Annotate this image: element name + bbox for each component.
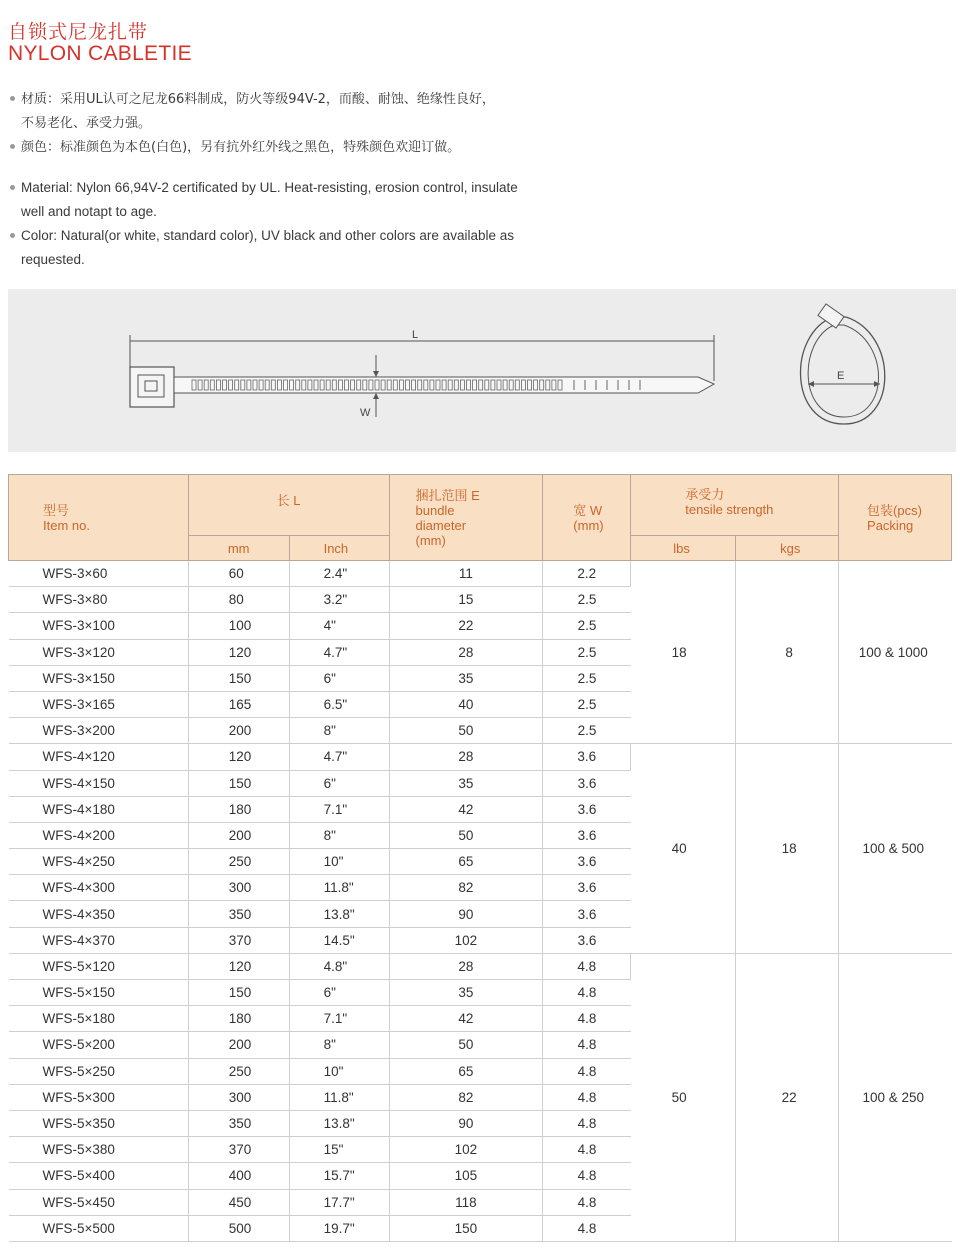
cell-width: 4.8 (543, 1215, 631, 1241)
cell-width: 4.8 (543, 1110, 631, 1136)
cell-length-mm: 60 (188, 561, 289, 587)
description-text: Color: Natural(or white, standard color), UV black and other colors are available as (21, 228, 514, 243)
cell-kgs: 18 (736, 744, 839, 954)
cell-length-inch: 2.4" (289, 561, 389, 587)
cell-length-inch: 10" (289, 849, 389, 875)
cell-length-mm: 165 (188, 691, 289, 717)
cell-item-no: WFS-4×150 (9, 770, 189, 796)
cell-bundle-diameter: 42 (389, 796, 543, 822)
cell-width: 2.5 (543, 587, 631, 613)
description-text: 颜色：标准颜色为本色(白色)，另有抗外红外线之黑色，特殊颜色欢迎订做。 (21, 140, 461, 155)
cell-length-inch: 13.8" (289, 1110, 389, 1136)
cell-length-mm: 250 (188, 1058, 289, 1084)
table-row (9, 744, 952, 770)
cell-length-mm: 150 (188, 770, 289, 796)
cell-width: 3.6 (543, 927, 631, 953)
cell-bundle-diameter: 105 (389, 1163, 543, 1189)
cell-width: 3.6 (543, 744, 631, 770)
cell-length-inch: 15" (289, 1137, 389, 1163)
diameter-label: E (837, 370, 845, 382)
cell-bundle-diameter: 90 (389, 1110, 543, 1136)
cell-length-mm: 100 (188, 613, 289, 639)
cell-item-no: WFS-5×300 (9, 1084, 189, 1110)
cell-length-inch: 14.5" (289, 927, 389, 953)
bullet-icon (10, 144, 15, 149)
cell-bundle-diameter: 150 (389, 1215, 543, 1241)
table-row (9, 561, 952, 587)
cell-bundle-diameter: 50 (389, 1032, 543, 1058)
cell-item-no: WFS-3×200 (9, 718, 189, 744)
description-text: 不易老化、承受力强。 (21, 116, 152, 131)
cable-tie-loop-head (818, 304, 844, 328)
header-length-inch: Inch (289, 536, 389, 561)
cell-length-inch: 4.7" (289, 744, 389, 770)
cell-width: 4.8 (543, 1163, 631, 1189)
cell-item-no: WFS-5×400 (9, 1163, 189, 1189)
cell-length-mm: 450 (188, 1189, 289, 1215)
cell-lbs: 50 (631, 953, 736, 1241)
cell-packing: 100 & 500 (839, 744, 952, 954)
cell-length-mm: 180 (188, 1006, 289, 1032)
cell-width: 2.5 (543, 718, 631, 744)
cell-packing: 100 & 1000 (839, 561, 952, 744)
table-row (9, 953, 952, 979)
header-kgs: kgs (736, 536, 839, 561)
cell-bundle-diameter: 35 (389, 980, 543, 1006)
header-packing: 包装(pcs) Packing (839, 475, 952, 561)
cell-item-no: WFS-3×60 (9, 561, 189, 587)
cell-bundle-diameter: 50 (389, 718, 543, 744)
cell-length-inch: 11.8" (289, 1084, 389, 1110)
cell-length-inch: 7.1" (289, 796, 389, 822)
bullet-icon (10, 233, 15, 238)
length-label: L (412, 329, 419, 341)
width-arrowhead-bottom (373, 393, 379, 399)
cell-item-no: WFS-5×350 (9, 1110, 189, 1136)
description-en (8, 176, 568, 272)
cell-length-inch: 19.7" (289, 1215, 389, 1241)
cell-length-mm: 120 (188, 639, 289, 665)
cell-width: 3.6 (543, 822, 631, 848)
cell-width: 3.6 (543, 875, 631, 901)
cell-width: 4.8 (543, 953, 631, 979)
header-bundle-diameter: 捆扎范围 E bundle diameter (mm) (389, 475, 543, 561)
header-lbs: lbs (631, 536, 736, 561)
cell-item-no: WFS-4×250 (9, 849, 189, 875)
header-tensile-strength: 承受力 tensile strength (631, 475, 839, 536)
cell-item-no: WFS-4×300 (9, 875, 189, 901)
cell-item-no: WFS-3×150 (9, 665, 189, 691)
cell-item-no: WFS-4×120 (9, 744, 189, 770)
cell-item-no: WFS-5×120 (9, 953, 189, 979)
cell-item-no: WFS-4×180 (9, 796, 189, 822)
cell-bundle-diameter: 22 (389, 613, 543, 639)
cell-length-inch: 4.8" (289, 953, 389, 979)
description-line (8, 176, 568, 200)
cell-length-inch: 4" (289, 613, 389, 639)
cell-item-no: WFS-3×120 (9, 639, 189, 665)
cell-item-no: WFS-4×200 (9, 822, 189, 848)
cell-length-inch: 17.7" (289, 1189, 389, 1215)
cell-length-inch: 15.7" (289, 1163, 389, 1189)
cell-width: 3.6 (543, 901, 631, 927)
cell-bundle-diameter: 28 (389, 744, 543, 770)
cable-tie-head (130, 367, 174, 407)
diameter-arrow-right (874, 381, 880, 387)
cell-width: 4.8 (543, 1137, 631, 1163)
cell-width: 4.8 (543, 1058, 631, 1084)
bullet-icon (10, 96, 15, 101)
cell-bundle-diameter: 50 (389, 822, 543, 848)
cell-bundle-diameter: 90 (389, 901, 543, 927)
cell-length-inch: 7.1" (289, 1006, 389, 1032)
cell-length-inch: 6" (289, 980, 389, 1006)
cell-bundle-diameter: 65 (389, 849, 543, 875)
cell-length-inch: 3.2" (289, 587, 389, 613)
cell-length-inch: 8" (289, 718, 389, 744)
cell-item-no: WFS-3×165 (9, 691, 189, 717)
cell-length-mm: 150 (188, 665, 289, 691)
description-text: requested. (21, 252, 85, 267)
cell-width: 4.8 (543, 1189, 631, 1215)
cell-item-no: WFS-5×200 (9, 1032, 189, 1058)
cell-width: 2.5 (543, 613, 631, 639)
cell-length-mm: 150 (188, 980, 289, 1006)
header-length-mm: mm (188, 536, 289, 561)
cell-item-no: WFS-4×350 (9, 901, 189, 927)
description-cn (8, 88, 568, 160)
description-text: 材质：采用UL认可之尼龙66料制成，防火等级94V-2，而酸、耐蚀、绝缘性良好， (21, 92, 495, 107)
cell-bundle-diameter: 11 (389, 561, 543, 587)
cell-bundle-diameter: 118 (389, 1189, 543, 1215)
header-length: 长 L (188, 475, 389, 536)
cell-width: 3.6 (543, 849, 631, 875)
cell-length-mm: 200 (188, 822, 289, 848)
description-text: well and notapt to age. (21, 204, 157, 219)
cable-tie-drawing (8, 289, 956, 452)
description-line (8, 200, 568, 224)
cell-width: 3.6 (543, 796, 631, 822)
page-title-en: NYLON CABLETIE (8, 42, 192, 65)
cell-item-no: WFS-5×450 (9, 1189, 189, 1215)
cell-bundle-diameter: 15 (389, 587, 543, 613)
cell-length-mm: 500 (188, 1215, 289, 1241)
header-item-no: 型号 Item no. (9, 475, 189, 561)
cell-length-mm: 350 (188, 1110, 289, 1136)
cell-bundle-diameter: 35 (389, 770, 543, 796)
cell-item-no: WFS-5×150 (9, 980, 189, 1006)
cell-length-mm: 250 (188, 849, 289, 875)
cell-length-mm: 350 (188, 901, 289, 927)
cell-lbs: 18 (631, 561, 736, 744)
cell-length-mm: 200 (188, 1032, 289, 1058)
cell-item-no: WFS-5×250 (9, 1058, 189, 1084)
cell-width: 4.8 (543, 980, 631, 1006)
cell-bundle-diameter: 65 (389, 1058, 543, 1084)
cell-item-no: WFS-5×500 (9, 1215, 189, 1241)
cell-kgs: 8 (736, 561, 839, 744)
cell-length-inch: 4.7" (289, 639, 389, 665)
cell-length-inch: 13.8" (289, 901, 389, 927)
cell-length-inch: 11.8" (289, 875, 389, 901)
cell-length-inch: 6" (289, 770, 389, 796)
cell-length-mm: 120 (188, 953, 289, 979)
cell-length-mm: 300 (188, 875, 289, 901)
cable-tie-diagram (8, 289, 956, 452)
cell-bundle-diameter: 82 (389, 1084, 543, 1110)
cell-item-no: WFS-3×100 (9, 613, 189, 639)
cell-packing: 100 & 250 (839, 953, 952, 1241)
cell-bundle-diameter: 102 (389, 927, 543, 953)
cell-width: 2.5 (543, 691, 631, 717)
cell-width: 4.8 (543, 1032, 631, 1058)
page-title-cn: 自锁式尼龙扎带 (8, 21, 149, 43)
description-line (8, 224, 568, 248)
cell-length-mm: 370 (188, 1137, 289, 1163)
cell-bundle-diameter: 102 (389, 1137, 543, 1163)
cell-width: 2.2 (543, 561, 631, 587)
cell-length-mm: 370 (188, 927, 289, 953)
cable-tie-strap (174, 377, 714, 393)
cell-length-mm: 80 (188, 587, 289, 613)
cell-length-mm: 300 (188, 1084, 289, 1110)
spec-table (8, 474, 952, 1242)
cell-bundle-diameter: 28 (389, 953, 543, 979)
cell-length-inch: 8" (289, 1032, 389, 1058)
cell-bundle-diameter: 35 (389, 665, 543, 691)
cell-item-no: WFS-3×80 (9, 587, 189, 613)
cell-length-inch: 6" (289, 665, 389, 691)
cell-item-no: WFS-5×380 (9, 1137, 189, 1163)
description-line (8, 248, 568, 272)
cell-length-inch: 6.5" (289, 691, 389, 717)
cell-bundle-diameter: 82 (389, 875, 543, 901)
cell-width: 4.8 (543, 1006, 631, 1032)
cell-length-inch: 8" (289, 822, 389, 848)
description-text: Material: Nylon 66,94V-2 certificated by UL. Heat-resisting, erosion control, insulate (21, 180, 518, 195)
cell-width: 2.5 (543, 665, 631, 691)
cell-length-inch: 10" (289, 1058, 389, 1084)
cell-length-mm: 120 (188, 744, 289, 770)
cell-width: 3.6 (543, 770, 631, 796)
cell-width: 2.5 (543, 639, 631, 665)
cell-kgs: 22 (736, 953, 839, 1241)
cell-length-mm: 400 (188, 1163, 289, 1189)
description-line (8, 112, 568, 136)
cell-item-no: WFS-5×180 (9, 1006, 189, 1032)
width-arrowhead-top (373, 371, 379, 377)
width-label: W (360, 407, 371, 419)
cell-length-mm: 180 (188, 796, 289, 822)
cell-item-no: WFS-4×370 (9, 927, 189, 953)
cell-length-mm: 200 (188, 718, 289, 744)
cell-bundle-diameter: 28 (389, 639, 543, 665)
header-width: 宽 W (mm) (543, 475, 631, 561)
cell-width: 4.8 (543, 1084, 631, 1110)
description-line (8, 136, 568, 160)
cell-bundle-diameter: 40 (389, 691, 543, 717)
cell-lbs: 40 (631, 744, 736, 954)
cell-bundle-diameter: 42 (389, 1006, 543, 1032)
bullet-icon (10, 185, 15, 190)
description-line (8, 88, 568, 112)
